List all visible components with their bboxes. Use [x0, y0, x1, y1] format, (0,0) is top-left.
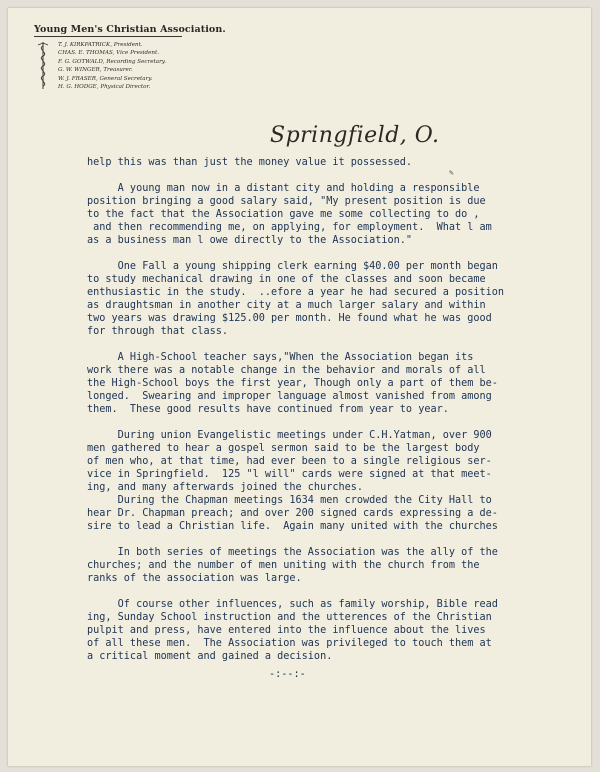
ink-mark: ✎ — [449, 168, 454, 177]
body-line: sire to lead a Christian life. Again many united with the churches — [87, 521, 498, 532]
body-line: help this was than just the money value it possessed. — [87, 157, 413, 168]
body-line: pulpit and press, have entered into the influence about the lives — [87, 625, 486, 636]
letterhead-place: Springfield, O. — [270, 123, 440, 148]
body-line: ing, Sunday School instruction and the utterences of the Christian — [87, 612, 492, 623]
officer-line: W. J. FRASER, General Secretary. — [58, 75, 153, 82]
end-separator: -:--:- — [269, 669, 306, 680]
body-line: In both series of meetings the Association was the ally of the — [87, 547, 498, 558]
body-line: ranks of the association was large. — [87, 573, 302, 584]
body-line: During union Evangelistic meetings under C.H.Yatman, over 900 — [87, 430, 492, 441]
body-line: the High-School boys the first year, Though only a part of them be- — [87, 378, 498, 389]
officer-line: CHAS. E. THOMAS, Vice President. — [58, 50, 160, 57]
organization-name: Young Men's Christian Association. — [34, 24, 226, 35]
body-line: two years was drawing $125.00 per month. He found what he was good — [87, 313, 492, 324]
body-line: as draughtsman in another city at a much larger salary and within — [87, 300, 486, 311]
body-line: ing, and many afterwards joined the churches. — [87, 482, 364, 493]
body-line: vice in Springfield. 125 "l will" cards were signed at that meet- — [87, 469, 492, 480]
body-line: enthusiastic in the study. ..efore a year he had secured a position — [87, 287, 505, 298]
body-line: A young man now in a distant city and holding a responsible — [87, 183, 480, 194]
body-line: A High-School teacher says,"When the Association began its — [87, 352, 474, 363]
officer-line: G. W. WINGER, Treasurer. — [58, 67, 133, 74]
body-line: of all these men. The Association was privileged to touch them at — [87, 638, 492, 649]
body-line: longed. Swearing and improper language almost vanished from among — [87, 391, 492, 402]
officer-line: H. G. HODGE, Physical Director. — [58, 84, 151, 91]
officer-line: F. G. GOTWALD, Recording Secretary. — [58, 58, 166, 65]
body-line: of men who, at that time, had ever been to a single religious ser- — [87, 456, 492, 467]
body-line: Of course other influences, such as family worship, Bible read — [87, 599, 498, 610]
body-line: for through that class. — [87, 326, 229, 337]
body-line: position bringing a good salary said, "My present position is due — [87, 196, 486, 207]
body-line: to the fact that the Association gave me some collecting to do , — [87, 209, 480, 220]
body-line: as a business man l owe directly to the Association." — [87, 235, 413, 246]
body-line: churches; and the number of men uniting with the church from the — [87, 560, 480, 571]
body-line: One Fall a young shipping clerk earning $40.00 per month began — [87, 261, 498, 272]
body-line: During the Chapman meetings 1634 men crowded the City Hall to — [87, 495, 492, 506]
letterhead-rule — [34, 36, 182, 37]
body-line: to study mechanical drawing in one of the classes and soon became — [87, 274, 486, 285]
body-line: a critical moment and gained a decision. — [87, 651, 333, 662]
body-line: them. These good results have continued from year to year. — [87, 404, 449, 415]
body-line: men gathered to hear a gospel sermon said to be the largest body — [87, 443, 480, 454]
body-line: and then recommending me, on applying, for employment. What l am — [87, 222, 492, 233]
caduceus-icon — [36, 40, 50, 90]
body-line: hear Dr. Chapman preach; and over 200 signed cards expressing a de- — [87, 508, 498, 519]
officers-list — [58, 41, 166, 91]
officer-line: T. J. KIRKPATRICK, President. — [58, 42, 143, 48]
body-line: work there was a notable change in the behavior and morals of all — [87, 365, 486, 376]
